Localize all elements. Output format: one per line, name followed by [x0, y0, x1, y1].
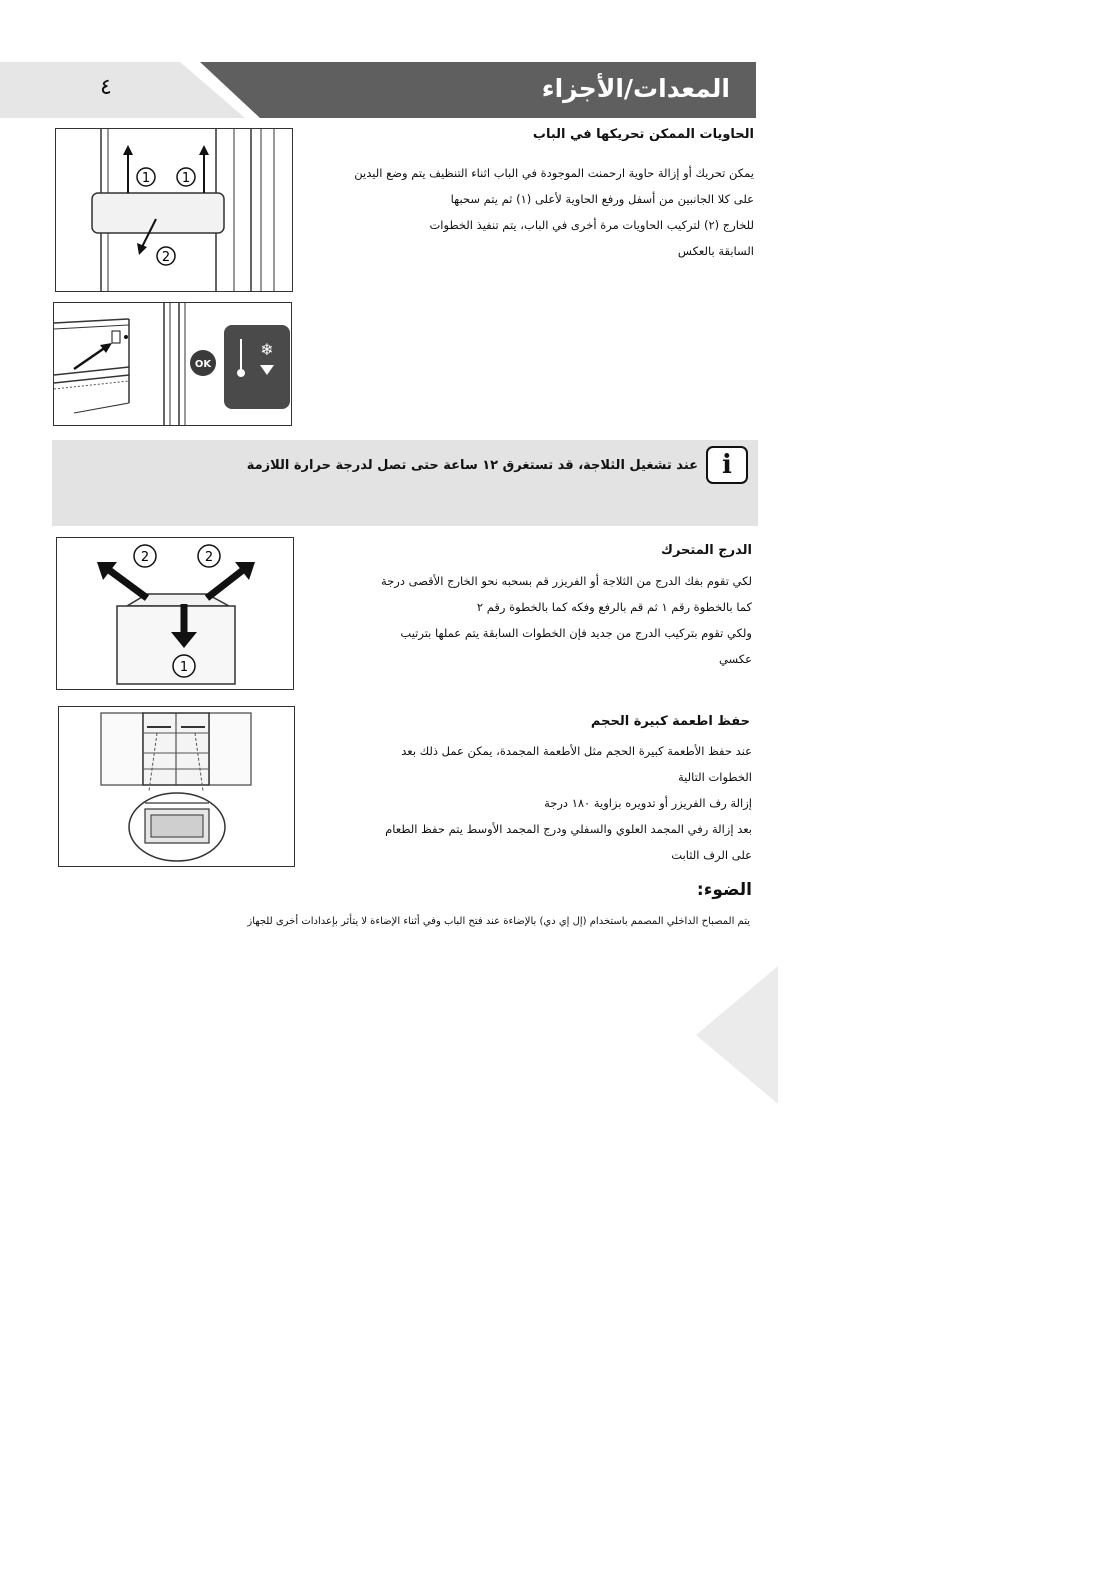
drawer-heading: الدرج المتحرك — [661, 543, 752, 558]
text-line: ولكي تقوم بتركيب الدرج من جديد فإن الخطوات السابقة يتم عملها بترتيب — [400, 626, 752, 640]
info-note-box — [52, 440, 758, 526]
ok-label: OK — [194, 359, 212, 370]
text-line: الخطوات التالية — [678, 770, 752, 784]
text-line: لكي تقوم بفك الدرج من الثلاجة أو الفريزر قم بسحبه نحو الخارج الأقصى درجة — [381, 574, 752, 588]
page-title: المعدات/الأجزاء — [541, 74, 730, 103]
step-label: 2 — [204, 550, 214, 565]
step-label: 1 — [179, 660, 189, 675]
info-icon: i — [706, 446, 748, 484]
light-text: يتم المصباح الداخلي المصمم باستخدام (إل إي دي) بالإضاءة عند فتح الباب وفي أثناء الإضاءة لا يتأثر بإعدادات أخرى للجهاز — [247, 916, 750, 927]
light-heading: الضوء: — [696, 880, 752, 900]
text-line: إزالة رف الفريزر أو تدويره بزاوية ١٨٠ درجة — [544, 796, 752, 810]
temperature-icon — [237, 369, 245, 377]
page-number: ٤ — [100, 75, 112, 100]
text-line: بعد إزالة رفي المجمد العلوي والسفلي ودرج المجمد الأوسط يتم حفظ الطعام — [385, 822, 752, 836]
control-panel-figure — [53, 302, 292, 426]
snowflake-icon: ❄ — [260, 340, 274, 359]
text-line: يمكن تحريك أو إزالة حاوية ارحمنت الموجودة في الباب اثناء التنظيف يتم وضع اليدين — [354, 166, 754, 180]
control-panel-shape — [224, 325, 290, 409]
text-line: على كلا الجانبين من أسفل ورفع الحاوية لأعلى (١) ثم يتم سحبها — [450, 192, 754, 206]
text-line: كما بالخطوة رقم ١ ثم قم بالرفع وفكه كما بالخطوة رقم ٢ — [476, 600, 752, 614]
step-label: 2 — [140, 550, 150, 565]
drawer-text — [292, 568, 752, 672]
drawer-figure — [56, 537, 294, 690]
large-food-text — [322, 738, 752, 868]
text-line: على الرف الثابت — [671, 848, 752, 862]
door-bins-heading: الحاويات الممكن تحريكها في الباب — [532, 127, 754, 142]
door-bin-figure — [55, 128, 293, 292]
door-bin-shape — [92, 193, 224, 233]
step-label: 2 — [161, 250, 171, 265]
step-label: 1 — [141, 171, 151, 186]
large-food-heading: حفظ اطعمة كبيرة الحجم — [590, 714, 750, 729]
info-note-text: عند تشغيل الثلاجة، قد تستغرق ١٢ ساعة حتى تصل لدرجة حرارة اللازمة — [246, 458, 698, 473]
text-line: للخارج (٢) لتركيب الحاويات مرة أخرى في الباب، يتم تنفيذ الخطوات — [429, 218, 754, 232]
fridge-interior-figure — [58, 706, 295, 867]
page-corner-decoration — [696, 966, 778, 1104]
step-label: 1 — [181, 171, 191, 186]
text-line: السابقة بالعكس — [677, 244, 754, 258]
light-sensor-icon — [112, 331, 120, 343]
text-line: عند حفظ الأطعمة كبيرة الحجم مثل الأطعمة المجمدة، يمكن عمل ذلك بعد — [401, 744, 752, 758]
text-line: عكسي — [718, 652, 752, 666]
door-bins-text — [314, 160, 754, 264]
header-left-band — [0, 62, 245, 118]
